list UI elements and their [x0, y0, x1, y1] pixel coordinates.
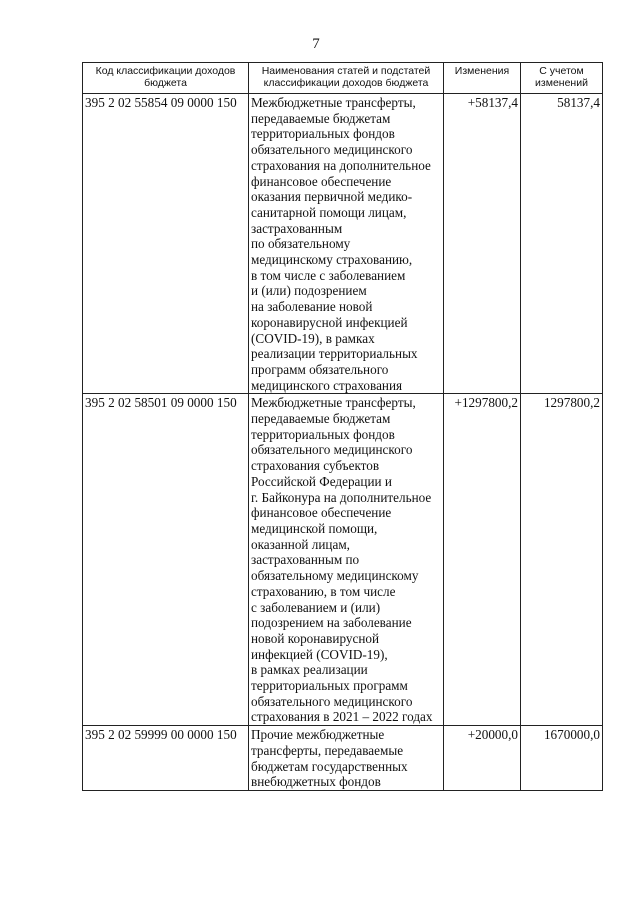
- row-change: +1297800,2: [444, 394, 521, 726]
- table-header-row: [83, 63, 603, 94]
- header-change: Изменения: [444, 63, 521, 94]
- table-row: [83, 94, 603, 394]
- row-change: +58137,4: [444, 94, 521, 394]
- row-name: Прочие межбюджетные трансферты, передаваемые бюджетам государственных внебюджетных фондов: [249, 726, 444, 791]
- header-code: Код классификации доходов бюджета: [83, 63, 249, 94]
- row-code: 395 2 02 58501 09 0000 150: [83, 394, 249, 726]
- header-name: Наименования статей и подстатей классификации доходов бюджета: [249, 63, 444, 94]
- header-total: С учетом изменений: [521, 63, 603, 94]
- row-name: Межбюджетные трансферты, передаваемые бюджетам территориальных фондов обязательного медицинского страхования субъектов Российской Федерации и г. Байконура на дополнительное финансовое обеспечение медицинской помощи, оказанной лицам, застрахованным по обязательному медицинскому страхованию, в том числе с заболеванием и (или) подозрением на заболевание новой коронавирусной инфекцией (COVID-19), в рамках реализации территориальных программ обязательного медицинского страхования в 2021 – 2022 годах: [249, 394, 444, 726]
- table-row: [83, 726, 603, 791]
- table-row: [83, 394, 603, 726]
- row-total: 1670000,0: [521, 726, 603, 791]
- row-name: Межбюджетные трансферты, передаваемые бюджетам территориальных фондов обязательного медицинского страхования на дополнительное финансовое обеспечение оказания первичной медико- санитарной помощи лицам, застрахованным по обязательному медицинскому страхованию, в том числе с заболеванием и (или) подозрением на заболевание новой коронавирусной инфекцией (COVID-19), в рамках реализации территориальных программ обязательного медицинского страхования: [249, 94, 444, 394]
- page-number: 7: [312, 36, 320, 52]
- row-total: 1297800,2: [521, 394, 603, 726]
- row-total: 58137,4: [521, 94, 603, 394]
- row-change: +20000,0: [444, 726, 521, 791]
- budget-revenue-table: [82, 62, 603, 791]
- row-code: 395 2 02 59999 00 0000 150: [83, 726, 249, 791]
- row-code: 395 2 02 55854 09 0000 150: [83, 94, 249, 394]
